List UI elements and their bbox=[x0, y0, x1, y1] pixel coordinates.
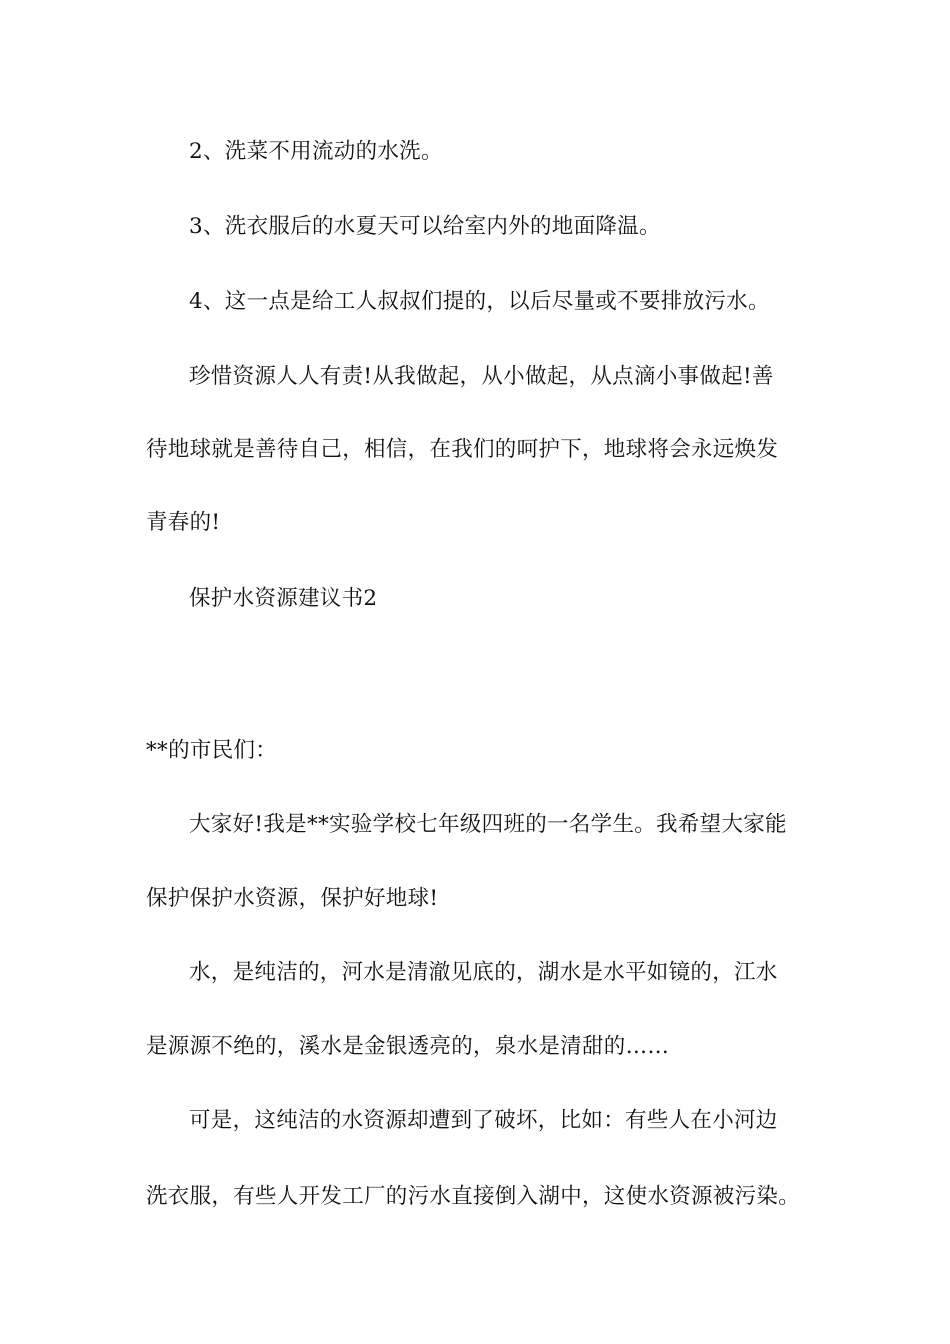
list-item-4: 4、这一点是给工人叔叔们提的，以后尽量或不要排放污水。 bbox=[189, 289, 770, 314]
list-item-2: 2、洗菜不用流动的水洗。 bbox=[189, 139, 443, 164]
paragraph-line: 是源源不绝的，溪水是金银透亮的，泉水是清甜的…… bbox=[146, 1034, 670, 1059]
paragraph-line: 水，是纯洁的，河水是清澈见底的，湖水是水平如镜的，江水 bbox=[189, 960, 778, 985]
paragraph-line: 待地球就是善待自己，相信，在我们的呵护下，地球将会永远焕发 bbox=[146, 437, 779, 462]
salutation: **的市民们： bbox=[146, 738, 278, 763]
list-item-3: 3、洗衣服后的水夏天可以给室内外的地面降温。 bbox=[189, 214, 661, 239]
paragraph-line: 保护保护水资源，保护好地球! bbox=[146, 886, 439, 911]
paragraph-line: 珍惜资源人人有责!从我做起，从小做起，从点滴小事做起!善 bbox=[189, 364, 774, 389]
paragraph-line: 青春的! bbox=[146, 510, 221, 535]
paragraph-line: 可是，这纯洁的水资源却遭到了破坏，比如：有些人在小河边 bbox=[189, 1108, 778, 1133]
paragraph-line: 洗衣服，有些人开发工厂的污水直接倒入湖中，这使水资源被污染。 bbox=[146, 1184, 801, 1209]
paragraph-line: 大家好!我是**实验学校七年级四班的一名学生。我希望大家能 bbox=[189, 812, 787, 837]
section-title: 保护水资源建议书2 bbox=[189, 586, 378, 611]
